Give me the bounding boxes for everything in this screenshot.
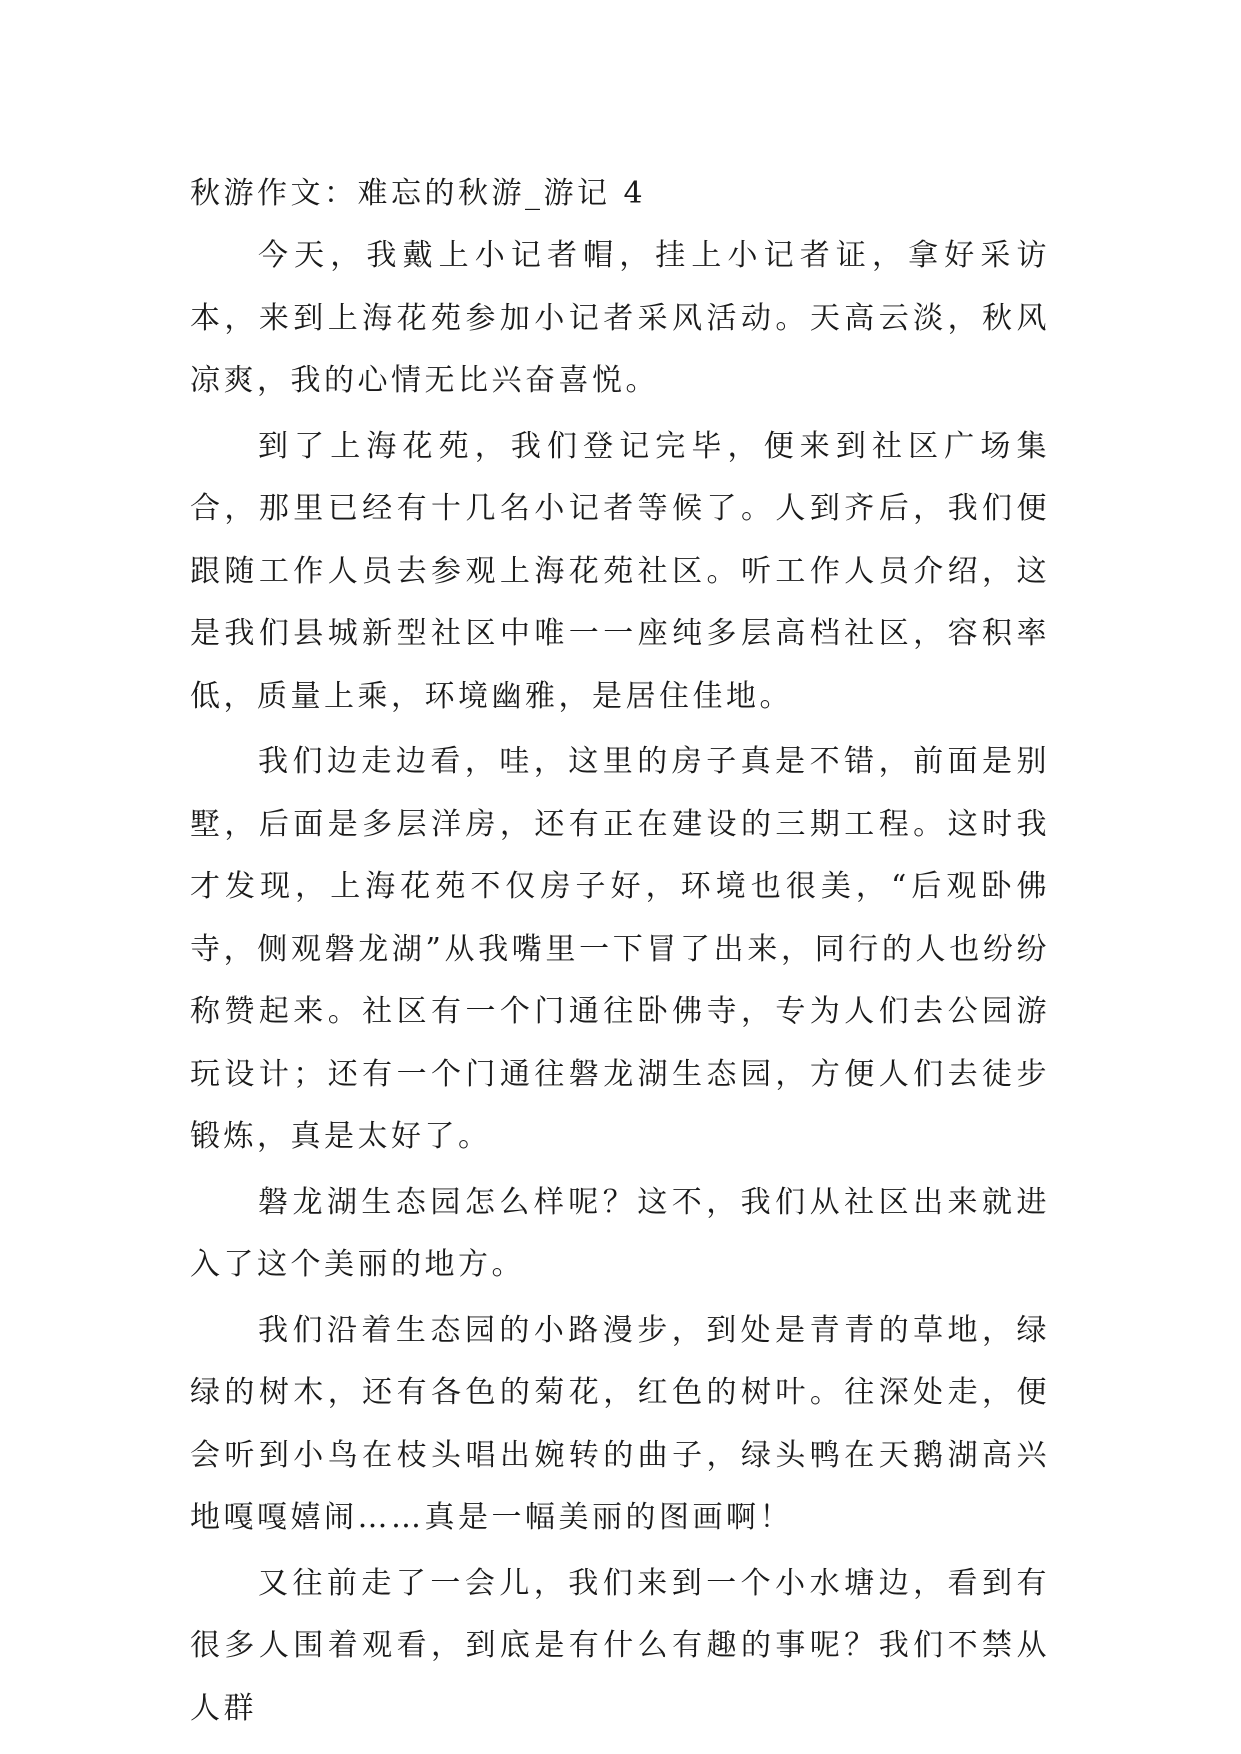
document-body xyxy=(190,163,1050,1743)
paragraph-4: 磐龙湖生态园怎么样呢？这不，我们从社区出来就进入了这个美丽的地方。 xyxy=(190,1184,1050,1282)
paragraph-6: 又往前走了一会儿，我们来到一个小水塘边，看到有很多人围着观看，到底是有什么有趣的事呢？我们不禁从人群 xyxy=(190,1565,1050,1726)
paragraph-5: 我们沿着生态园的小路漫步，到处是青青的草地，绿绿的树木，还有各色的菊花，红色的树叶。往深处走，便会听到小鸟在枝头唱出婉转的曲子，绿头鸭在天鹅湖高兴地嘎嘎嬉闹……真是一幅美丽的图画啊！ xyxy=(190,1312,1050,1535)
paragraph-3: 我们边走边看，哇，这里的房子真是不错，前面是别墅，后面是多层洋房，还有正在建设的三期工程。这时我才发现，上海花苑不仅房子好，环境也很美，“后观卧佛寺，侧观磐龙湖”从我嘴里一下冒了出来，同行的人也纷纷称赞起来。社区有一个门通往卧佛寺，专为人们去公园游玩设计；还有一个门通往磐龙湖生态园，方便人们去徒步锻炼，真是太好了。 xyxy=(190,744,1050,1154)
paragraph-1: 今天，我戴上小记者帽，挂上小记者证，拿好采访本，来到上海花苑参加小记者采风活动。天高云淡，秋风凉爽，我的心情无比兴奋喜悦。 xyxy=(190,238,1050,398)
paragraph-2: 到了上海花苑，我们登记完毕，便来到社区广场集合，那里已经有十几名小记者等候了。人到齐后，我们便跟随工作人员去参观上海花苑社区。听工作人员介绍，这是我们县城新型社区中唯一一座纯多层高档社区，容积率低，质量上乘，环境幽雅，是居住佳地。 xyxy=(190,428,1050,714)
document-title: 秋游作文：难忘的秋游_游记 4 xyxy=(190,176,647,211)
